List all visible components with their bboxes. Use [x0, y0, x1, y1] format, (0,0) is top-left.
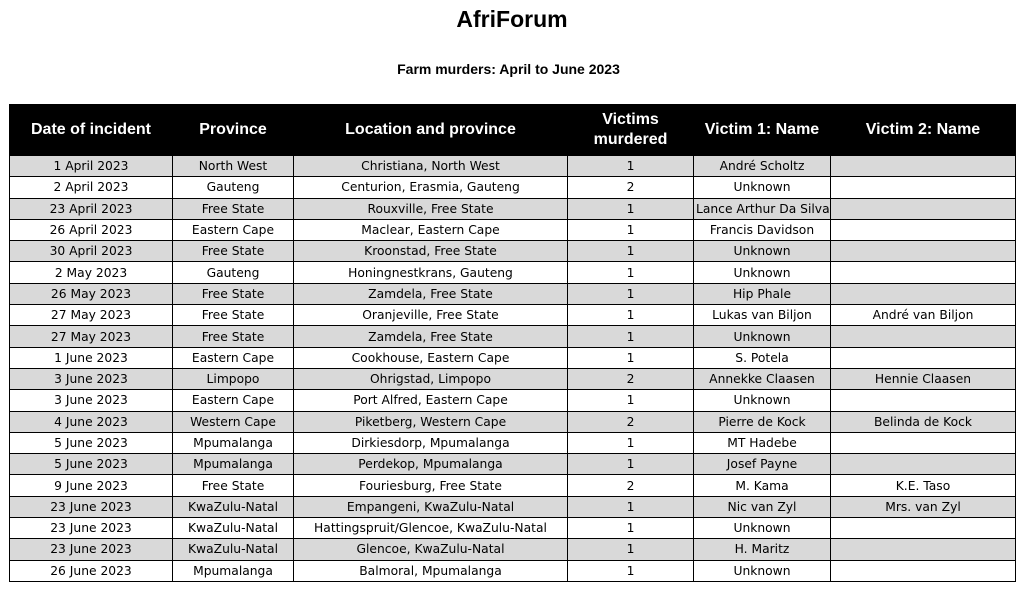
document-subtitle: Farm murders: April to June 2023 — [397, 61, 620, 77]
document-title: AfriForum — [456, 6, 568, 32]
cell-location-and-province: Rouxville, Free State — [294, 198, 568, 219]
cell-location-and-province: Honingnestkrans, Gauteng — [294, 262, 568, 283]
cell-victims-murdered: 1 — [568, 539, 694, 560]
cell-date-of-incident: 5 June 2023 — [10, 432, 173, 453]
cell-location-and-province: Zamdela, Free State — [294, 326, 568, 347]
cell-victim-1-name: André Scholtz — [694, 156, 831, 177]
cell-victim-1-name: Nic van Zyl — [694, 496, 831, 517]
cell-province: KwaZulu-Natal — [173, 518, 294, 539]
cell-location-and-province: Dirkiesdorp, Mpumalanga — [294, 432, 568, 453]
cell-province: Eastern Cape — [173, 390, 294, 411]
cell-victims-murdered: 1 — [568, 454, 694, 475]
cell-province: Eastern Cape — [173, 219, 294, 240]
cell-province: Gauteng — [173, 177, 294, 198]
farm-murders-table — [9, 104, 1016, 582]
cell-victim-2-name — [831, 241, 1016, 262]
cell-location-and-province: Oranjeville, Free State — [294, 305, 568, 326]
cell-location-and-province: Empangeni, KwaZulu-Natal — [294, 496, 568, 517]
cell-victims-murdered: 1 — [568, 219, 694, 240]
cell-province: Free State — [173, 475, 294, 496]
cell-date-of-incident: 26 June 2023 — [10, 560, 173, 581]
cell-date-of-incident: 3 June 2023 — [10, 390, 173, 411]
cell-victims-murdered: 1 — [568, 496, 694, 517]
cell-province: Free State — [173, 326, 294, 347]
table-row — [10, 156, 1016, 177]
cell-victim-2-name: Hennie Claasen — [831, 368, 1016, 389]
column-header-province: Province — [173, 105, 294, 156]
cell-date-of-incident: 26 May 2023 — [10, 283, 173, 304]
cell-location-and-province: Fouriesburg, Free State — [294, 475, 568, 496]
cell-victim-2-name: André van Biljon — [831, 305, 1016, 326]
cell-date-of-incident: 2 May 2023 — [10, 262, 173, 283]
cell-victim-1-name: Unknown — [694, 326, 831, 347]
cell-victim-2-name — [831, 518, 1016, 539]
cell-victims-murdered: 2 — [568, 475, 694, 496]
cell-victims-murdered: 1 — [568, 198, 694, 219]
table-row — [10, 518, 1016, 539]
cell-victims-murdered: 1 — [568, 390, 694, 411]
cell-victim-2-name — [831, 347, 1016, 368]
cell-province: North West — [173, 156, 294, 177]
table-row — [10, 219, 1016, 240]
table-row — [10, 283, 1016, 304]
cell-victim-2-name — [831, 156, 1016, 177]
cell-victim-1-name: S. Potela — [694, 347, 831, 368]
cell-date-of-incident: 5 June 2023 — [10, 454, 173, 475]
cell-victim-2-name — [831, 560, 1016, 581]
cell-victims-murdered: 2 — [568, 411, 694, 432]
cell-location-and-province: Balmoral, Mpumalanga — [294, 560, 568, 581]
table-row — [10, 475, 1016, 496]
cell-victims-murdered: 1 — [568, 560, 694, 581]
cell-date-of-incident: 1 June 2023 — [10, 347, 173, 368]
table-row — [10, 177, 1016, 198]
cell-location-and-province: Glencoe, KwaZulu-Natal — [294, 539, 568, 560]
cell-location-and-province: Piketberg, Western Cape — [294, 411, 568, 432]
cell-victim-1-name: Lance Arthur Da Silva — [694, 198, 831, 219]
cell-province: Mpumalanga — [173, 432, 294, 453]
cell-province: Free State — [173, 241, 294, 262]
cell-victim-1-name: Unknown — [694, 560, 831, 581]
cell-date-of-incident: 27 May 2023 — [10, 305, 173, 326]
column-header-victims-murdered: Victims murdered — [568, 105, 694, 156]
cell-victims-murdered: 1 — [568, 326, 694, 347]
column-header-victim-2-name: Victim 2: Name — [831, 105, 1016, 156]
cell-date-of-incident: 27 May 2023 — [10, 326, 173, 347]
table-row — [10, 454, 1016, 475]
cell-victim-1-name: Hip Phale — [694, 283, 831, 304]
table-row — [10, 390, 1016, 411]
cell-province: Western Cape — [173, 411, 294, 432]
cell-victim-2-name: Mrs. van Zyl — [831, 496, 1016, 517]
cell-location-and-province: Cookhouse, Eastern Cape — [294, 347, 568, 368]
table-row — [10, 347, 1016, 368]
cell-victim-2-name — [831, 219, 1016, 240]
cell-province: Gauteng — [173, 262, 294, 283]
column-header-location-and-province: Location and province — [294, 105, 568, 156]
cell-victim-2-name: K.E. Taso — [831, 475, 1016, 496]
table-row — [10, 368, 1016, 389]
table-row — [10, 411, 1016, 432]
cell-location-and-province: Perdekop, Mpumalanga — [294, 454, 568, 475]
table-header-row — [10, 105, 1016, 156]
cell-victim-2-name — [831, 539, 1016, 560]
cell-victim-2-name — [831, 198, 1016, 219]
cell-victims-murdered: 1 — [568, 156, 694, 177]
cell-victims-murdered: 2 — [568, 368, 694, 389]
cell-victims-murdered: 1 — [568, 432, 694, 453]
cell-victims-murdered: 1 — [568, 241, 694, 262]
cell-victim-1-name: Pierre de Kock — [694, 411, 831, 432]
cell-victim-1-name: Unknown — [694, 518, 831, 539]
cell-victim-2-name — [831, 390, 1016, 411]
table-row — [10, 496, 1016, 517]
cell-province: Free State — [173, 283, 294, 304]
cell-victim-1-name: Francis Davidson — [694, 219, 831, 240]
table-body — [10, 156, 1016, 582]
cell-victim-1-name: Unknown — [694, 177, 831, 198]
cell-victims-murdered: 1 — [568, 518, 694, 539]
cell-victims-murdered: 1 — [568, 305, 694, 326]
cell-victim-1-name: M. Kama — [694, 475, 831, 496]
cell-victim-1-name: MT Hadebe — [694, 432, 831, 453]
cell-victims-murdered: 1 — [568, 283, 694, 304]
cell-location-and-province: Kroonstad, Free State — [294, 241, 568, 262]
cell-victims-murdered: 2 — [568, 177, 694, 198]
cell-victim-2-name: Belinda de Kock — [831, 411, 1016, 432]
cell-victim-2-name — [831, 432, 1016, 453]
cell-victim-1-name: Unknown — [694, 262, 831, 283]
table-row — [10, 305, 1016, 326]
column-header-date-of-incident: Date of incident — [10, 105, 173, 156]
cell-province: Free State — [173, 198, 294, 219]
cell-date-of-incident: 2 April 2023 — [10, 177, 173, 198]
cell-date-of-incident: 26 April 2023 — [10, 219, 173, 240]
cell-date-of-incident: 4 June 2023 — [10, 411, 173, 432]
cell-location-and-province: Hattingspruit/Glencoe, KwaZulu-Natal — [294, 518, 568, 539]
cell-victim-1-name: Unknown — [694, 390, 831, 411]
cell-province: KwaZulu-Natal — [173, 539, 294, 560]
cell-victims-murdered: 1 — [568, 262, 694, 283]
cell-location-and-province: Zamdela, Free State — [294, 283, 568, 304]
cell-province: Eastern Cape — [173, 347, 294, 368]
cell-date-of-incident: 23 June 2023 — [10, 496, 173, 517]
cell-victims-murdered: 1 — [568, 347, 694, 368]
cell-date-of-incident: 23 June 2023 — [10, 539, 173, 560]
cell-victim-2-name — [831, 262, 1016, 283]
cell-date-of-incident: 23 June 2023 — [10, 518, 173, 539]
cell-date-of-incident: 30 April 2023 — [10, 241, 173, 262]
cell-location-and-province: Centurion, Erasmia, Gauteng — [294, 177, 568, 198]
table-row — [10, 262, 1016, 283]
cell-date-of-incident: 3 June 2023 — [10, 368, 173, 389]
table-row — [10, 241, 1016, 262]
cell-province: KwaZulu-Natal — [173, 496, 294, 517]
cell-province: Limpopo — [173, 368, 294, 389]
cell-victim-2-name — [831, 454, 1016, 475]
cell-victim-1-name: Lukas van Biljon — [694, 305, 831, 326]
cell-victim-1-name: Unknown — [694, 241, 831, 262]
cell-victim-1-name: H. Maritz — [694, 539, 831, 560]
cell-province: Free State — [173, 305, 294, 326]
table-row — [10, 326, 1016, 347]
cell-location-and-province: Ohrigstad, Limpopo — [294, 368, 568, 389]
table-row — [10, 432, 1016, 453]
cell-victim-1-name: Annekke Claasen — [694, 368, 831, 389]
cell-victim-2-name — [831, 326, 1016, 347]
cell-victim-2-name — [831, 283, 1016, 304]
cell-date-of-incident: 23 April 2023 — [10, 198, 173, 219]
cell-location-and-province: Port Alfred, Eastern Cape — [294, 390, 568, 411]
cell-date-of-incident: 1 April 2023 — [10, 156, 173, 177]
table-row — [10, 560, 1016, 581]
table-row — [10, 539, 1016, 560]
cell-province: Mpumalanga — [173, 454, 294, 475]
cell-province: Mpumalanga — [173, 560, 294, 581]
column-header-victim-1-name: Victim 1: Name — [694, 105, 831, 156]
cell-date-of-incident: 9 June 2023 — [10, 475, 173, 496]
cell-location-and-province: Christiana, North West — [294, 156, 568, 177]
table-row — [10, 198, 1016, 219]
cell-location-and-province: Maclear, Eastern Cape — [294, 219, 568, 240]
cell-victim-2-name — [831, 177, 1016, 198]
cell-victim-1-name: Josef Payne — [694, 454, 831, 475]
